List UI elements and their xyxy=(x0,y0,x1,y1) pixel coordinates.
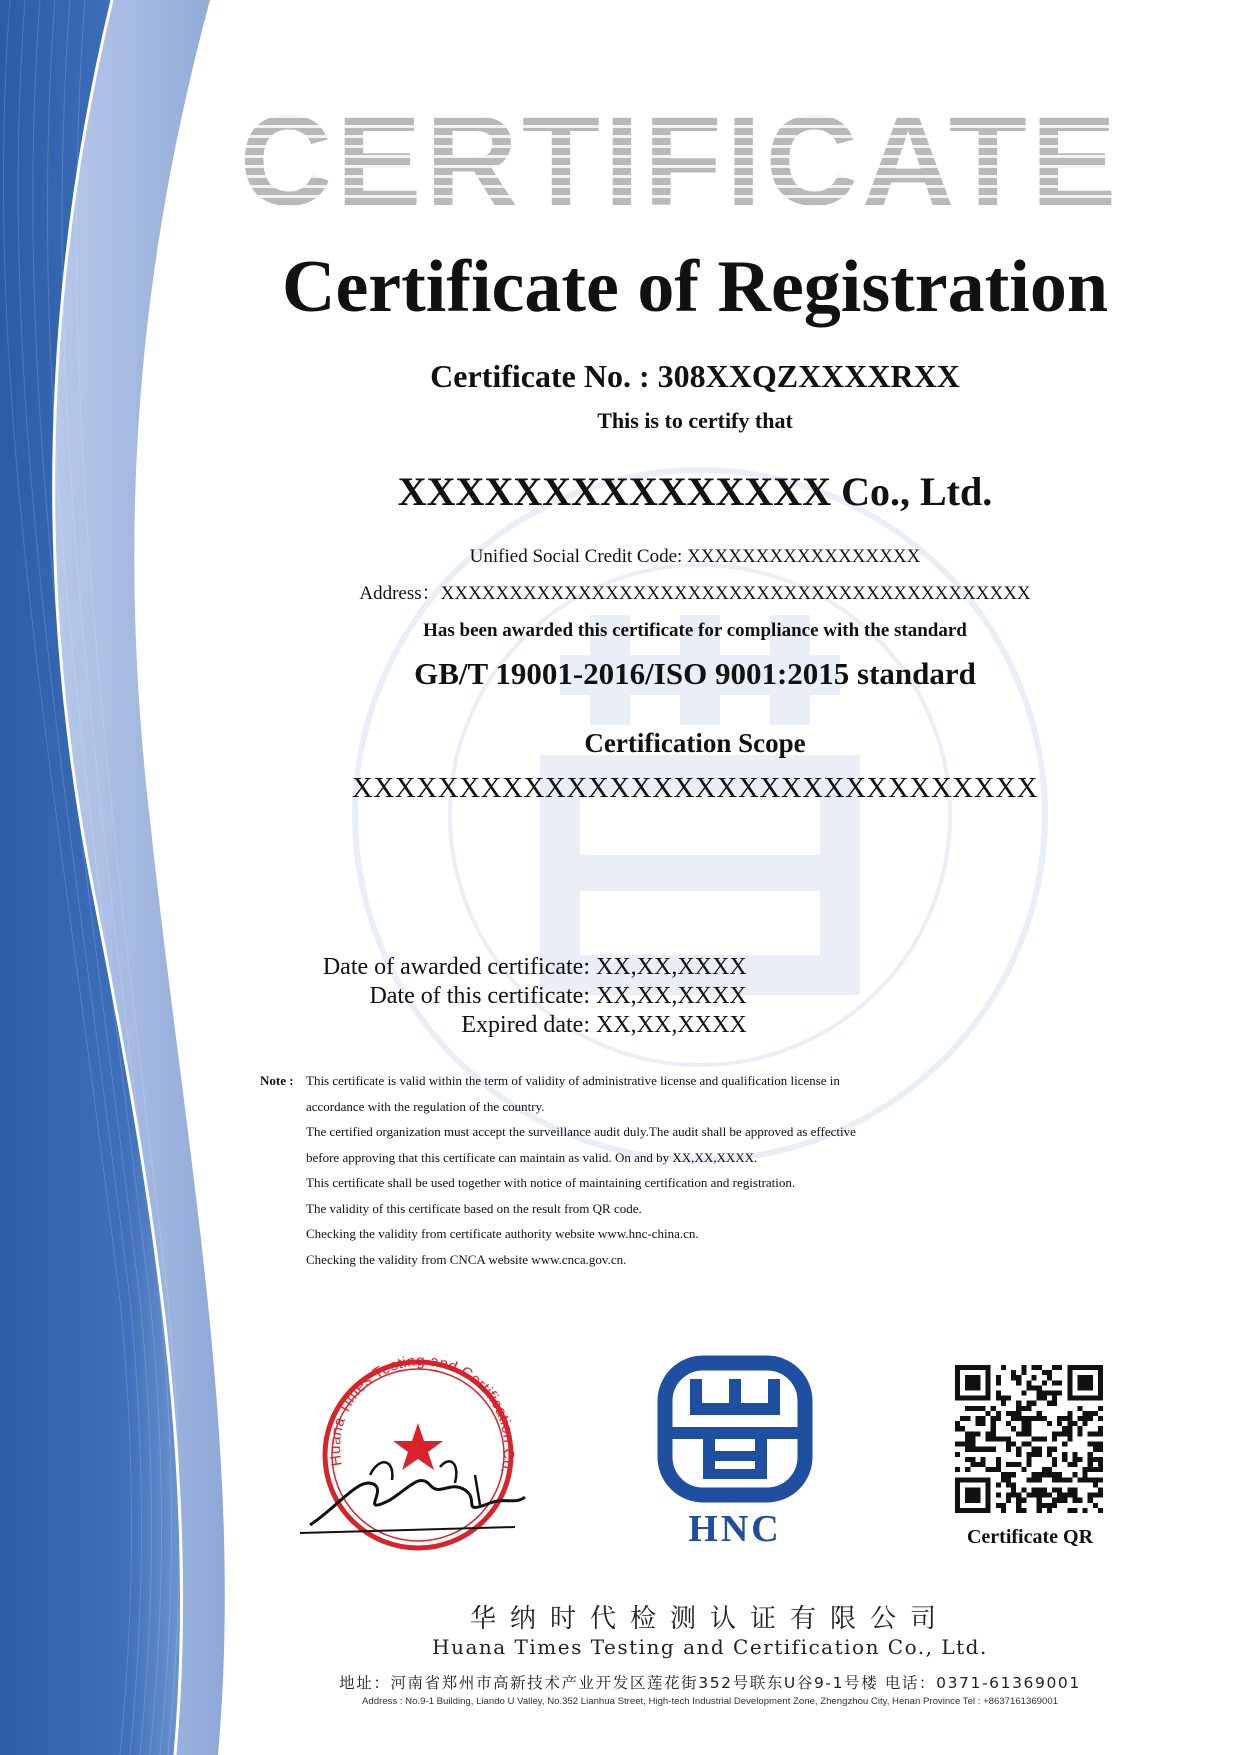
note-line-text: This certificate is valid within the term of validity of administrative license and qualification license in xyxy=(306,1073,840,1088)
note-line xyxy=(260,1170,1000,1196)
note-line xyxy=(260,1094,1000,1120)
date-value: XX,XX,XXXX xyxy=(596,983,747,1009)
issuer-name-chinese: 华纳时代检测认证有限公司 xyxy=(469,1604,950,1634)
note-prefix: Note : xyxy=(260,1073,294,1088)
certificate-banner-text: CERTIFICATE xyxy=(220,98,1140,226)
certify-line: This is to certify that xyxy=(597,408,793,433)
date-row-this-certificate xyxy=(230,982,750,1011)
date-row-awarded xyxy=(230,953,750,982)
issuer-name-english: Huana Times Testing and Certification Co., Ltd. xyxy=(432,1635,988,1659)
note-line xyxy=(260,1221,1000,1247)
certificate-number: Certificate No. : 308XXQZXXXXRXX xyxy=(430,358,960,394)
hnc-logo-text: HNC xyxy=(688,1508,782,1550)
scope-text: XXXXXXXXXXXXXXXXXXXXXXXXXXXXXXXX xyxy=(351,772,1039,804)
issuer-address-chinese: 地址：河南省郑州市高新技术产业开发区莲花街352号联东U谷9-1号楼 电话：0371-61369001 xyxy=(339,1674,1081,1692)
qr-label: Certificate QR xyxy=(966,1526,1094,1548)
company-name: XXXXXXXXXXXXXXX Co., Ltd. xyxy=(397,469,993,514)
company-seal-stamp xyxy=(300,1355,545,1555)
issuer-address-english: Address : No.9-1 Building, Liando U Valley, No.352 Lianhua Street, High-tech Industrial Development Zone, Zhengzhou City, Henan Province Tel : +8637161369001 xyxy=(361,1696,1059,1707)
date-row-expired xyxy=(230,1011,750,1040)
note-line xyxy=(260,1247,1000,1273)
note-line-text: Checking the validity from CNCA website www.cnca.gov.cn. xyxy=(306,1251,627,1267)
scope-heading: Certification Scope xyxy=(584,728,806,758)
note-line xyxy=(260,1196,1000,1222)
page-title: Certificate of Registration xyxy=(282,246,1108,328)
date-value: XX,XX,XXXX xyxy=(596,954,747,980)
certificate-qr-code[interactable] xyxy=(955,1365,1103,1513)
date-block xyxy=(230,953,750,1040)
company-address: Address：XXXXXXXXXXXXXXXXXXXXXXXXXXXXXXXXXXXXXXXXXXX xyxy=(359,583,1031,604)
awarded-line: Has been awarded this certificate for compliance with the standard xyxy=(423,620,967,641)
hnc-logo xyxy=(655,1355,815,1550)
credit-code: Unified Social Credit Code: XXXXXXXXXXXXXXXXX xyxy=(469,546,921,567)
note-line-text: accordance with the regulation of the country. xyxy=(306,1098,545,1114)
date-value: XX,XX,XXXX xyxy=(596,1012,747,1038)
date-label: Date of this certificate: xyxy=(369,983,590,1009)
note-line-text: The validity of this certificate based on the result from QR code. xyxy=(306,1200,642,1216)
standard-name: GB/T 19001-2016/ISO 9001:2015 standard xyxy=(414,656,976,691)
note-line-text: The certified organization must accept the surveillance audit duly.The audit shall be approved as effective xyxy=(306,1124,856,1139)
note-line-text: before approving that this certificate can maintain as valid. On and by XX,XX,XXXX. xyxy=(306,1149,758,1165)
seal-text: Huana Times Testing and Certification Co. xyxy=(327,1355,518,1477)
note-line-text: Checking the validity from certificate authority website www.hnc-china.cn. xyxy=(306,1226,699,1241)
note-block xyxy=(260,1068,1000,1272)
date-label: Date of awarded certificate: xyxy=(322,954,590,980)
note-line-text: This certificate shall be used together with notice of maintaining certification and registration. xyxy=(306,1175,796,1190)
note-line xyxy=(260,1145,1000,1171)
note-line xyxy=(260,1068,1000,1094)
note-line xyxy=(260,1119,1000,1145)
date-label: Expired date: xyxy=(461,1012,590,1038)
